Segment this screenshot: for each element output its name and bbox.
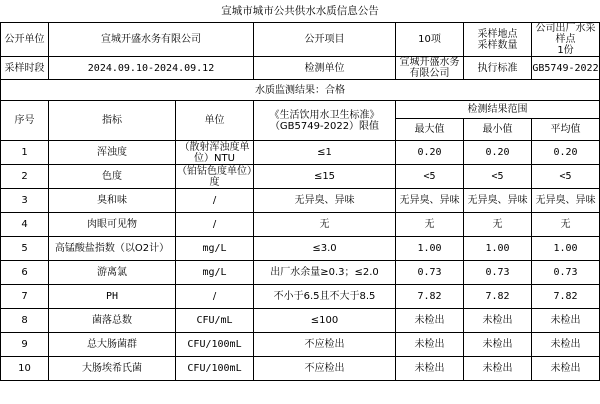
row-indicator: 游离氯: [49, 261, 176, 285]
row-min: <5: [464, 165, 532, 189]
row-limit: 无异臭、异味: [254, 189, 396, 213]
row-max: 7.82: [396, 285, 464, 309]
standard-value: GB5749-2022: [532, 57, 600, 80]
row-indicator: 臭和味: [49, 189, 176, 213]
row-unit: （铂钴色度单位）度: [177, 165, 252, 188]
period-label: 采样时段: [1, 57, 49, 80]
row-avg: 未检出: [532, 333, 600, 357]
row-limit: 不应检出: [254, 333, 396, 357]
row-limit: ≤100: [254, 309, 396, 333]
row-max: 0.73: [396, 261, 464, 285]
header-max: 最大值: [396, 119, 464, 141]
row-max: 未检出: [396, 333, 464, 357]
row-unit: /: [176, 189, 254, 213]
row-avg: 1.00: [532, 237, 600, 261]
row-limit: ≤3.0: [254, 237, 396, 261]
row-min: 未检出: [464, 357, 532, 381]
row-indicator: PH: [49, 285, 176, 309]
table-header-row-1: [1, 101, 600, 119]
header-indicator: 指标: [49, 101, 176, 141]
table-row: [1, 165, 600, 189]
table-row: [1, 189, 600, 213]
row-no: 1: [1, 141, 49, 165]
page-title: 宣城市城市公共供水水质信息公告: [221, 5, 379, 17]
row-limit: 出厂水余量≥0.3；≤2.0: [254, 261, 396, 285]
row-limit: ≤1: [254, 141, 396, 165]
row-max: 未检出: [396, 357, 464, 381]
sampling-count-value: 1份: [557, 45, 574, 56]
row-avg: 0.20: [532, 141, 600, 165]
row-no: 2: [1, 165, 49, 189]
sampling-label: [464, 23, 532, 57]
row-indicator: 肉眼可见物: [49, 213, 176, 237]
header-avg: 平均值: [532, 119, 600, 141]
row-unit: /: [176, 285, 254, 309]
row-no: 8: [1, 309, 49, 333]
header-range: 检测结果范围: [396, 101, 600, 119]
item-label: 公开项目: [254, 23, 396, 57]
row-avg: 未检出: [532, 357, 600, 381]
table-row: [1, 261, 600, 285]
result-line: 水质监测结果：合格: [1, 80, 600, 101]
row-max: 0.20: [396, 141, 464, 165]
sampling-location-value: 公司出厂水采样点: [535, 23, 596, 45]
header-no: 序号: [1, 101, 49, 141]
table-row: [1, 309, 600, 333]
row-no: 3: [1, 189, 49, 213]
row-indicator: 大肠埃希氏菌: [49, 357, 176, 381]
row-min: 0.20: [464, 141, 532, 165]
row-unit: CFU/mL: [176, 309, 254, 333]
row-min: 7.82: [464, 285, 532, 309]
row-max: 1.00: [396, 237, 464, 261]
row-unit: mg/L: [176, 237, 254, 261]
table-row: [1, 213, 600, 237]
table-row: [1, 141, 600, 165]
row-limit: 不应检出: [254, 357, 396, 381]
standard-label: 执行标准: [464, 57, 532, 80]
row-no: 6: [1, 261, 49, 285]
row-no: 5: [1, 237, 49, 261]
table-row: [1, 333, 600, 357]
row-unit: CFU/100mL: [176, 357, 254, 381]
row-limit: 无: [254, 213, 396, 237]
row-limit: ≤15: [254, 165, 396, 189]
period-value: 2024.09.10-2024.09.12: [49, 57, 254, 80]
header-min: 最小值: [464, 119, 532, 141]
row-unit: CFU/100mL: [176, 333, 254, 357]
row-avg: <5: [532, 165, 600, 189]
row-limit: 不小于6.5且不大于8.5: [254, 285, 396, 309]
row-avg: 7.82: [532, 285, 600, 309]
row-min: 未检出: [464, 309, 532, 333]
row-unit: /: [176, 213, 254, 237]
row-avg: 无异臭、异味: [532, 189, 600, 213]
sampling-location-label: 采样地点: [477, 28, 518, 40]
row-unit: mg/L: [176, 261, 254, 285]
row-no: 9: [1, 333, 49, 357]
header-limit-line2: （GB5749-2022）限值: [269, 120, 380, 132]
item-value: 10项: [396, 23, 464, 57]
header-unit: 单位: [176, 101, 254, 141]
row-indicator: 浑浊度: [49, 141, 176, 165]
row-avg: 0.73: [532, 261, 600, 285]
row-no: 10: [1, 357, 49, 381]
water-quality-table: [0, 22, 600, 381]
table-row: [1, 285, 600, 309]
row-unit: （散射浑浊度单位）NTU: [176, 141, 254, 165]
row-min: 未检出: [464, 333, 532, 357]
info-row-1: [1, 23, 600, 57]
row-min: 1.00: [464, 237, 532, 261]
publisher-label: 公开单位: [1, 23, 49, 57]
row-indicator: 色度: [49, 165, 176, 189]
row-max: 无: [396, 213, 464, 237]
info-row-2: [1, 57, 600, 80]
header-limit-line1: 《生活饮用水卫生标准》: [269, 109, 380, 121]
row-no: 7: [1, 285, 49, 309]
row-min: 0.73: [464, 261, 532, 285]
row-indicator: 菌落总数: [49, 309, 176, 333]
lab-value: 宣城开盛水务有限公司: [396, 57, 464, 80]
row-max: 未检出: [396, 309, 464, 333]
row-indicator: 高锰酸盐指数（以O2计）: [49, 237, 176, 261]
header-limit: [254, 101, 396, 141]
row-avg: 未检出: [532, 309, 600, 333]
publisher-value: 宣城开盛水务有限公司: [49, 23, 254, 57]
row-max: <5: [396, 165, 464, 189]
row-avg: 无: [532, 213, 600, 237]
sampling-count-label: 采样数量: [477, 39, 518, 51]
row-min: 无异臭、异味: [464, 189, 532, 213]
lab-label: 检测单位: [254, 57, 396, 80]
row-min: 无: [464, 213, 532, 237]
row-max: 无异臭、异味: [396, 189, 464, 213]
row-indicator: 总大肠菌群: [49, 333, 176, 357]
row-no: 4: [1, 213, 49, 237]
sampling-value: [532, 23, 600, 57]
result-row: [1, 80, 600, 101]
table-row: [1, 237, 600, 261]
table-row: [1, 357, 600, 381]
